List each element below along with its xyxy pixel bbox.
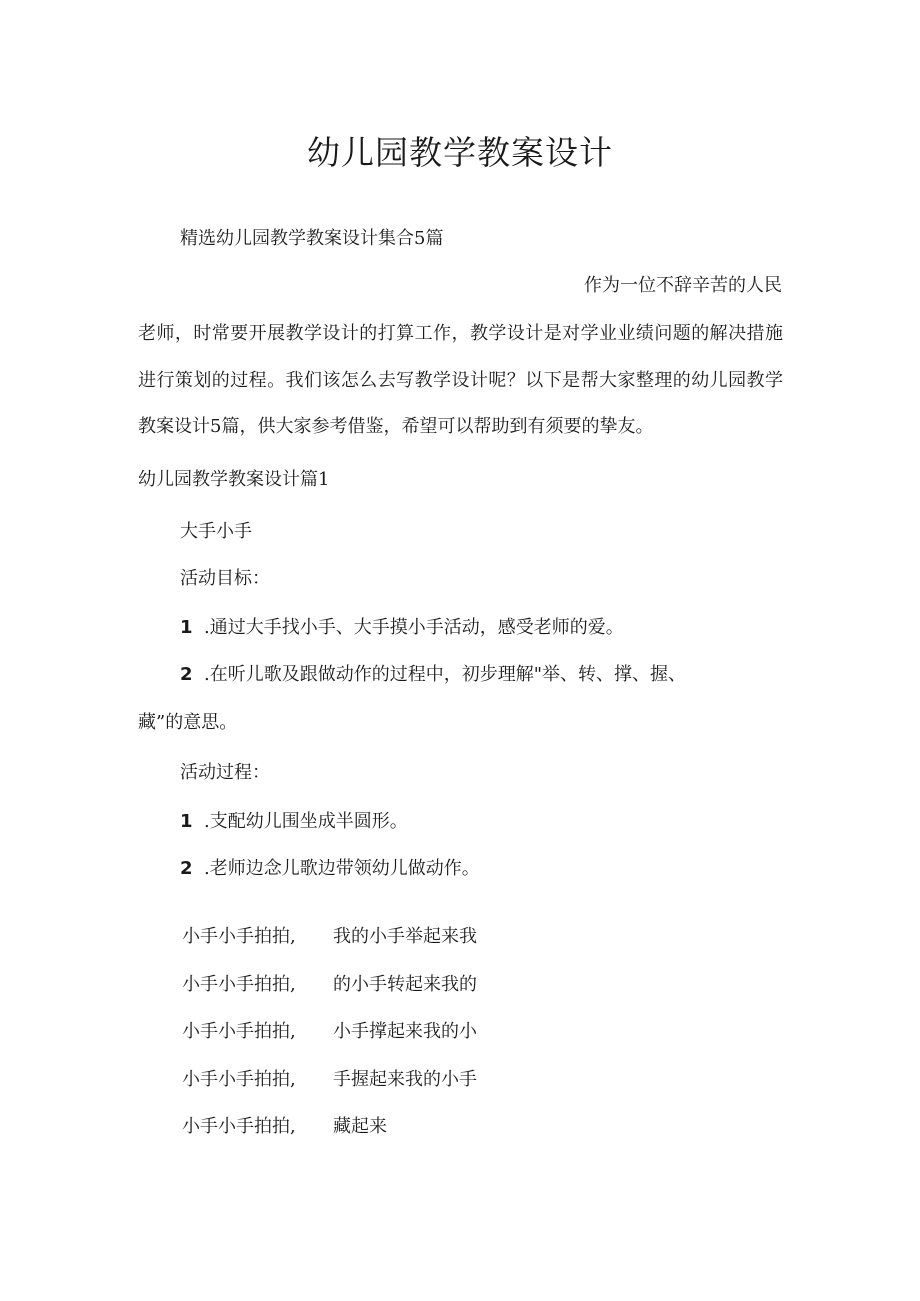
goal-text: .在听儿歌及跟做动作的过程中，初步理解"举、转、撑、握、 [204, 664, 686, 685]
rhyme-line [182, 1113, 582, 1161]
rhyme-line-right: 的小手转起来我的 [333, 973, 477, 995]
intro-line-1: 作为一位不辞辛苦的人民 [584, 275, 782, 296]
process-label: 活动过程： [180, 762, 270, 783]
intro-line-2: 老师，时常要开展教学设计的打算工作，教学设计是对学业业绩问题的解决措施 [138, 323, 783, 344]
rhyme-line-left: 小手小手拍拍, [182, 1116, 296, 1137]
rhyme-line [182, 971, 582, 1019]
step-number: 1 [180, 811, 193, 832]
document-subtitle: 精选幼儿园教学教案设计集合5篇 [180, 228, 444, 249]
goal-number: 2 [180, 664, 193, 685]
rhyme-line [182, 1066, 582, 1114]
section-heading: 幼儿园教学教案设计篇1 [138, 469, 330, 490]
rhyme-line-left: 小手小手拍拍, [182, 1021, 296, 1042]
goals-label: 活动目标： [180, 568, 270, 589]
goal-number: 1 [180, 617, 193, 638]
rhyme-line [182, 1018, 582, 1066]
step-item-1 [180, 808, 408, 836]
goal-text: .通过大手找小手、大手摸小手活动，感受老师的爱。 [204, 617, 624, 638]
nursery-rhyme [182, 923, 582, 1161]
rhyme-line [182, 923, 582, 971]
rhyme-line-left: 小手小手拍拍, [182, 926, 296, 947]
goal-item-2 [180, 661, 686, 689]
rhyme-line-left: 小手小手拍拍, [182, 973, 296, 995]
goal-item-2-continued: 藏”的意思。 [138, 712, 238, 733]
rhyme-line-right: 藏起来 [333, 1116, 387, 1137]
step-text: .老师边念儿歌边带领幼儿做动作。 [204, 858, 480, 879]
step-text: .支配幼儿围坐成半圆形。 [204, 811, 408, 832]
rhyme-line-right: 小手撑起来我的小 [333, 1021, 477, 1042]
rhyme-line-right: 手握起来我的小手 [333, 1068, 477, 1090]
goal-item-1 [180, 614, 624, 642]
step-item-2 [180, 855, 480, 883]
lesson-title: 大手小手 [180, 521, 252, 542]
step-number: 2 [180, 858, 193, 879]
rhyme-line-right: 我的小手举起来我 [333, 926, 477, 947]
intro-line-3: 进行策划的过程。我们该怎么去写教学设计呢？以下是帮大家整理的幼儿园教学 [138, 370, 783, 391]
document-title: 幼儿园教学教案设计 [307, 133, 613, 172]
intro-line-4: 教案设计5篇，供大家参考借鉴，希望可以帮助到有须要的挚友。 [138, 416, 654, 437]
rhyme-line-left: 小手小手拍拍, [182, 1068, 296, 1090]
